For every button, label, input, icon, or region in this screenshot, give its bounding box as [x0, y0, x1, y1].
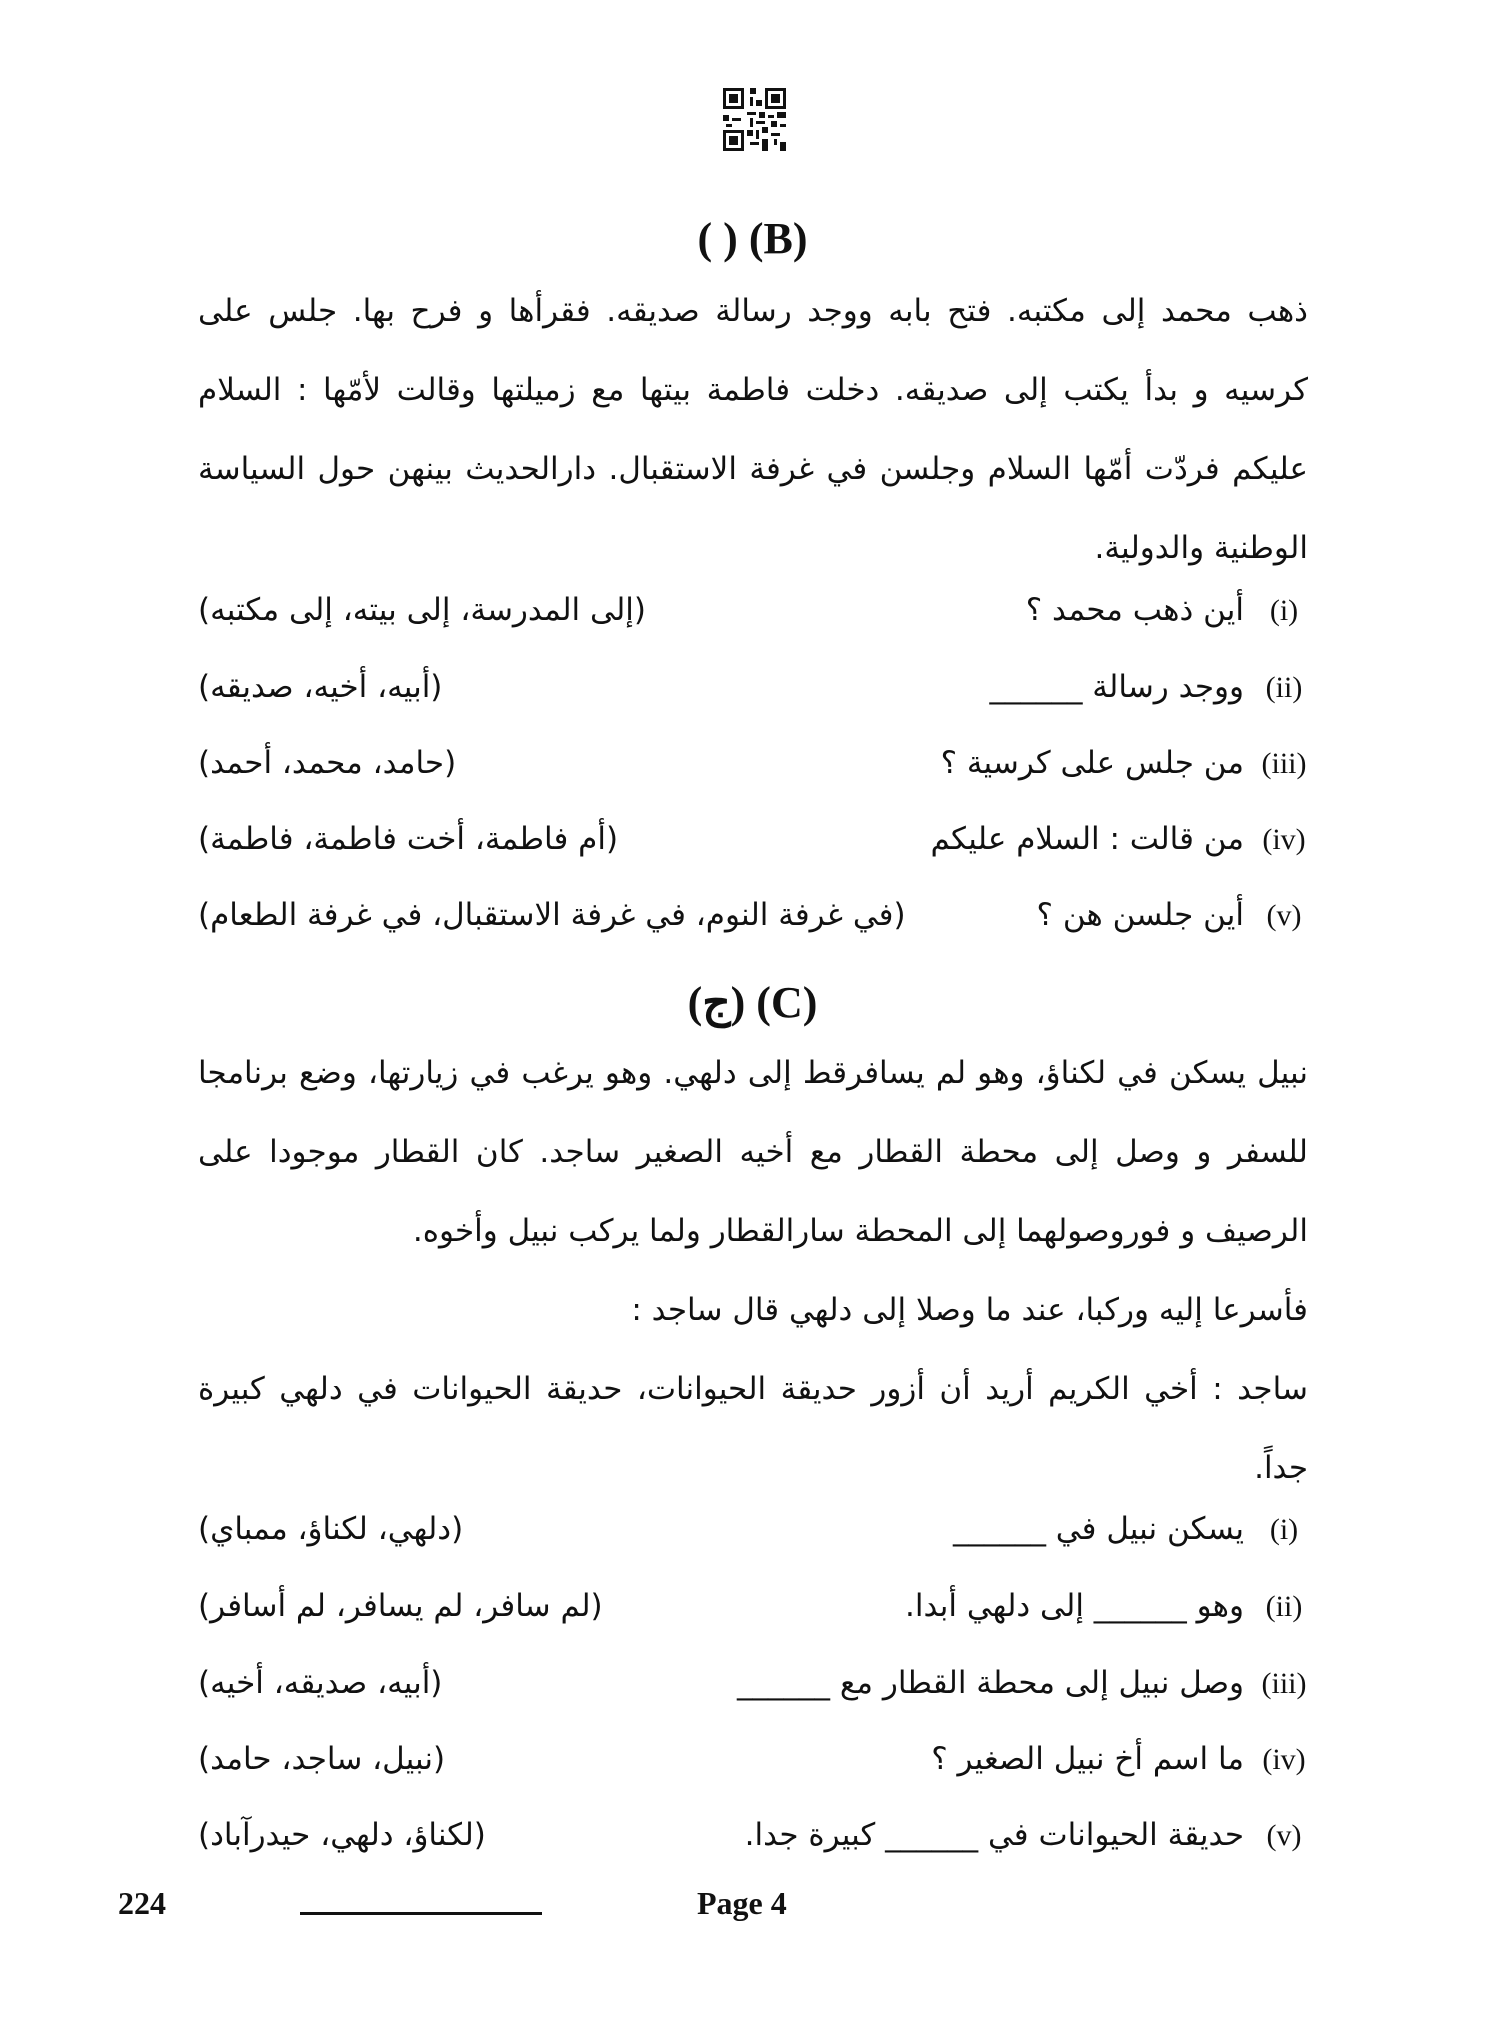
section-b-question-4	[198, 817, 1308, 877]
section-b-title: ( ) (B)	[697, 214, 808, 263]
paper-code: 224	[118, 1885, 166, 1921]
section-c-passage-3: ساجد : أخي الكريم أريد أن أزور حديقة الحيوانات، حديقة الحيوانات في دلهي كبيرة جداً.	[198, 1371, 1308, 1486]
question-number: (ii)	[1265, 1590, 1303, 1623]
section-c-question-5	[198, 1813, 1308, 1873]
question-number: (iv)	[1262, 823, 1306, 856]
question-options: (نبيل، ساجد، حامد)	[198, 1741, 446, 1777]
question-text: حديقة الحيوانات في ______ كبيرة جدا.	[744, 1817, 1244, 1853]
question-options: (حامد، محمد، أحمد)	[198, 745, 457, 781]
section-c-passage-2: فأسرعا إليه وركبا، عند ما وصلا إلى دلهي قال ساجد :	[631, 1292, 1308, 1328]
section-c-passage: نبيل يسكن في لكناؤ، وهو لم يسافرقط إلى دلهي. وهو يرغب في زيارتها، وضع برنامجا للسفر و وصل إلى محطة القطار مع أخيه الصغير ساجد. كان القطار موجودا على الرصيف و فوروصولهما إلى المحطة سارالقطار ولما يركب نبيل وأخوه.	[198, 1055, 1308, 1249]
question-number: (i)	[1269, 1513, 1299, 1546]
question-text: من قالت : السلام عليكم	[930, 821, 1244, 857]
question-options: (في غرفة النوم، في غرفة الاستقبال، في غرفة الطعام)	[198, 897, 906, 933]
question-options: (أبيه، صديقه، أخيه)	[198, 1665, 443, 1701]
section-c-title: (ج) (C)	[687, 978, 818, 1027]
question-text: يسكن نبيل في ______	[952, 1511, 1244, 1547]
question-text: من جلس على كرسية ؟	[940, 745, 1244, 781]
question-options: (دلهي، لكناؤ، ممباي)	[198, 1511, 464, 1547]
question-number: (iii)	[1261, 1667, 1307, 1700]
question-number: (v)	[1266, 899, 1302, 932]
question-text: ووجد رسالة ______	[989, 669, 1244, 705]
question-options: (إلى المدرسة، إلى بيته، إلى مكتبه)	[198, 592, 646, 628]
section-c-question-1	[198, 1507, 1308, 1567]
footer-divider	[300, 1912, 542, 1915]
section-b-question-2	[198, 665, 1308, 725]
question-text: وصل نبيل إلى محطة القطار مع ______	[737, 1665, 1244, 1701]
section-b-question-5	[198, 893, 1308, 953]
section-c-question-3	[198, 1661, 1308, 1721]
section-b-passage: ذهب محمد إلى مكتبه. فتح بابه ووجد رسالة صديقه. فقرأها و فرح بها. جلس على كرسيه و بدأ يكتب إلى صديقه. دخلت فاطمة بيتها مع زميلتها وقالت لأمّها : السلام عليكم فردّت أمّها السلام وجلسن في غرفة الاستقبال. دارالحديث بينهن حول السياسة الوطنية والدولية.	[198, 293, 1308, 566]
question-text: أين ذهب محمد ؟	[1025, 592, 1244, 628]
question-text: وهو ______ إلى دلهي أبدا.	[904, 1588, 1244, 1624]
question-options: (لم سافر، لم يسافر، لم أسافر)	[198, 1588, 603, 1624]
question-options: (لكناؤ، دلهي، حيدرآباد)	[198, 1817, 486, 1853]
question-text: أين جلسن هن ؟	[1036, 897, 1244, 933]
question-number: (iv)	[1262, 1743, 1306, 1776]
section-c-question-2	[198, 1584, 1308, 1644]
question-options: (أبيه، أخيه، صديقه)	[198, 669, 443, 705]
question-number: (ii)	[1265, 671, 1303, 704]
question-number: (v)	[1266, 1819, 1302, 1852]
question-text: ما اسم أخ نبيل الصغير ؟	[931, 1741, 1244, 1777]
section-b-question-1	[198, 588, 1308, 648]
question-number: (i)	[1269, 594, 1299, 627]
section-b-question-3	[198, 741, 1308, 801]
qr-code-icon	[723, 88, 786, 151]
page-number: Page 4	[697, 1885, 787, 1921]
question-number: (iii)	[1261, 747, 1307, 780]
section-c-question-4	[198, 1737, 1308, 1797]
question-options: (أم فاطمة، أخت فاطمة، فاطمة)	[198, 821, 619, 857]
